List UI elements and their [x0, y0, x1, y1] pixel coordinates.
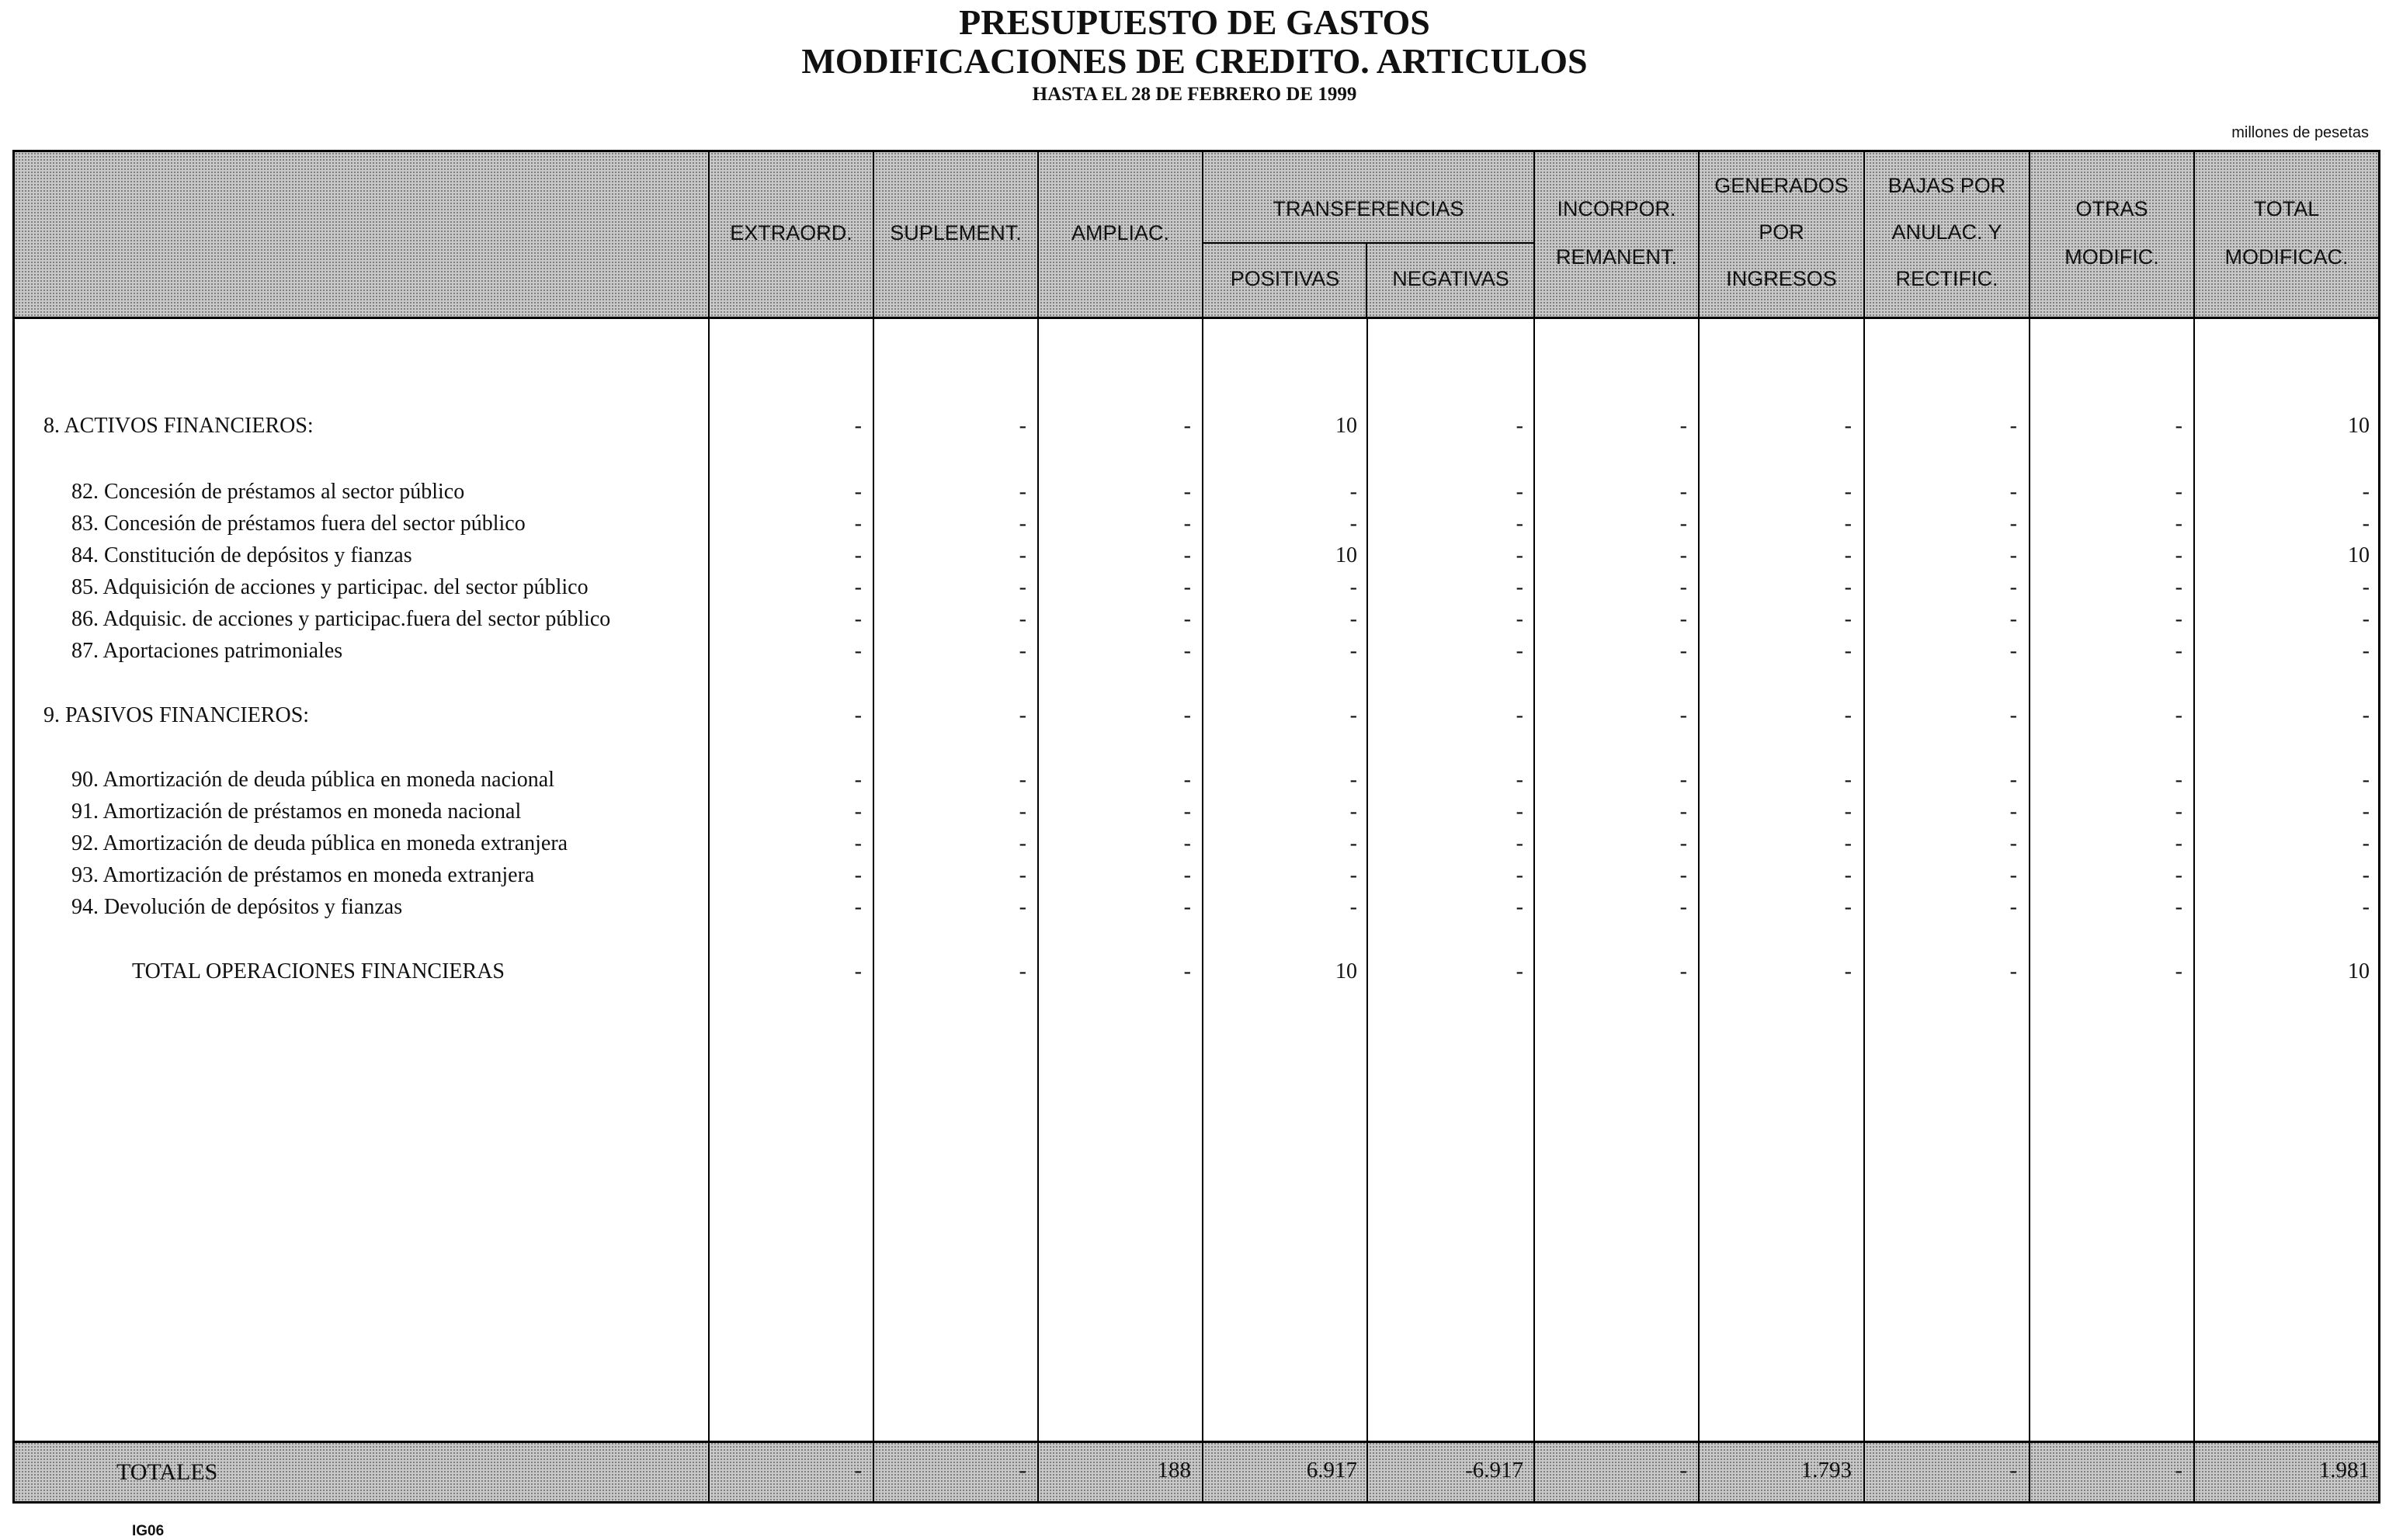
- table-cell: -: [1844, 768, 1852, 792]
- table-cell: -: [1019, 799, 1026, 824]
- table-cell: 10: [2348, 543, 2370, 567]
- table-cell: -: [1679, 959, 1687, 983]
- col-header-anulac: ANULAC. Y: [1891, 220, 2002, 244]
- table-cell: -: [854, 703, 862, 727]
- table-cell: -: [1516, 480, 1523, 504]
- row-label: 93. Amortización de préstamos en moneda extranjera: [71, 863, 535, 887]
- totals-cell: -: [1019, 1458, 1026, 1483]
- table-cell: -: [1844, 639, 1852, 663]
- table-cell: -: [1019, 639, 1026, 663]
- table-cell: -: [1019, 575, 1026, 599]
- table-cell: 10: [1335, 959, 1357, 983]
- col-header-extraord: EXTRAORD.: [730, 221, 852, 245]
- table-cell: -: [1516, 414, 1523, 438]
- table-cell: -: [2009, 799, 2017, 824]
- totals-cell: -6.917: [1465, 1458, 1523, 1483]
- table-cell: -: [2362, 512, 2370, 536]
- table-cell: -: [2362, 575, 2370, 599]
- table-cell: -: [1349, 480, 1357, 504]
- table-cell: -: [2175, 575, 2182, 599]
- table-cell: -: [1516, 607, 1523, 631]
- table-cell: -: [2362, 799, 2370, 824]
- table-cell: -: [854, 480, 862, 504]
- totals-cell: -: [1679, 1458, 1687, 1483]
- table-cell: -: [1183, 703, 1191, 727]
- table-cell: -: [1844, 895, 1852, 919]
- table-cell: -: [1679, 543, 1687, 567]
- col-divider: [1366, 317, 1368, 1504]
- table-cell: -: [2009, 703, 2017, 727]
- col-header-generados: GENERADOS: [1714, 174, 1849, 197]
- report-title: PRESUPUESTO DE GASTOS: [959, 2, 1430, 42]
- table-cell: -: [854, 512, 862, 536]
- table-cell: -: [854, 959, 862, 983]
- totals-divider: [12, 1441, 2380, 1443]
- table-cell: -: [1844, 831, 1852, 855]
- table-cell: -: [1019, 480, 1026, 504]
- table-cell: -: [2175, 703, 2182, 727]
- table-cell: -: [1183, 543, 1191, 567]
- table-cell: -: [854, 639, 862, 663]
- table-cell: -: [1679, 414, 1687, 438]
- table-cell: 10: [2348, 414, 2370, 438]
- table-cell: -: [1844, 703, 1852, 727]
- table-cell: -: [2362, 703, 2370, 727]
- col-divider: [1533, 150, 1535, 1504]
- col-header-bajas: BAJAS POR: [1887, 174, 2006, 197]
- table-cell: -: [1349, 768, 1357, 792]
- table-cell: -: [2362, 607, 2370, 631]
- table-cell: -: [1844, 959, 1852, 983]
- row-label: 83. Concesión de préstamos fuera del sector público: [71, 512, 526, 536]
- table-cell: -: [1183, 831, 1191, 855]
- units-note: millones de pesetas: [2231, 124, 2369, 141]
- table-cell: -: [2009, 480, 2017, 504]
- table-cell: -: [2009, 768, 2017, 792]
- col-header-otras: OTRAS: [2075, 197, 2148, 220]
- table-cell: -: [1844, 543, 1852, 567]
- row-label: 87. Aportaciones patrimoniales: [71, 639, 343, 663]
- table-cell: -: [1349, 639, 1357, 663]
- table-cell: -: [1349, 863, 1357, 887]
- table-cell: -: [2009, 895, 2017, 919]
- table-cell: -: [1844, 480, 1852, 504]
- row-label: 92. Amortización de deuda pública en moneda extranjera: [71, 831, 568, 855]
- col-header-total: TOTAL: [2253, 197, 2320, 220]
- table-cell: -: [2362, 768, 2370, 792]
- table-cell: -: [1516, 543, 1523, 567]
- table-cell: -: [1183, 414, 1191, 438]
- table-cell: -: [1183, 895, 1191, 919]
- table-cell: -: [1679, 831, 1687, 855]
- table-cell: -: [1019, 831, 1026, 855]
- table-cell: -: [1019, 543, 1026, 567]
- table-cell: -: [2175, 863, 2182, 887]
- form-code: IG06: [132, 1523, 165, 1539]
- table-cell: -: [1019, 768, 1026, 792]
- totals-cell: -: [2175, 1458, 2182, 1483]
- table-cell: -: [1844, 512, 1852, 536]
- table-cell: -: [2175, 512, 2182, 536]
- table-cell: -: [2175, 480, 2182, 504]
- table-cell: -: [1516, 768, 1523, 792]
- table-cell: -: [2009, 512, 2017, 536]
- section-label: 8. ACTIVOS FINANCIEROS:: [43, 414, 314, 438]
- table-cell: -: [1844, 863, 1852, 887]
- table-cell: -: [2175, 768, 2182, 792]
- table-cell: -: [1516, 959, 1523, 983]
- col-header-negativas: NEGATIVAS: [1392, 267, 1509, 290]
- table-cell: -: [2362, 831, 2370, 855]
- col-divider: [708, 150, 710, 1504]
- table-cell: -: [1679, 703, 1687, 727]
- table-cell: -: [1679, 512, 1687, 536]
- table-cell: -: [1019, 512, 1026, 536]
- col-header-por: POR: [1759, 220, 1804, 244]
- table-cell: -: [1679, 799, 1687, 824]
- table-cell: -: [2175, 895, 2182, 919]
- table-cell: -: [1019, 607, 1026, 631]
- col-header-incorpor: INCORPOR.: [1557, 197, 1676, 220]
- table-cell: -: [2009, 414, 2017, 438]
- table-cell: -: [1516, 639, 1523, 663]
- table-cell: -: [1679, 768, 1687, 792]
- table-cell: -: [2175, 799, 2182, 824]
- table-cell: -: [1349, 831, 1357, 855]
- table-cell: -: [1183, 799, 1191, 824]
- table-cell: -: [1844, 414, 1852, 438]
- table-cell: 10: [1335, 543, 1357, 567]
- table-cell: -: [854, 575, 862, 599]
- table-cell: -: [854, 414, 862, 438]
- row-label: 84. Constitución de depósitos y fianzas: [71, 543, 412, 567]
- table-cell: -: [1516, 575, 1523, 599]
- col-divider: [873, 150, 874, 1504]
- col-header-rectific: RECTIFIC.: [1895, 267, 1998, 290]
- table-cell: -: [1516, 703, 1523, 727]
- table-cell: -: [1516, 863, 1523, 887]
- subtotal-label: TOTAL OPERACIONES FINANCIERAS: [132, 959, 505, 983]
- table-cell: -: [1349, 607, 1357, 631]
- col-divider: [2029, 150, 2030, 1504]
- col-header-remanent: REMANENT.: [1555, 245, 1677, 269]
- report-period: HASTA EL 28 DE FEBRERO DE 1999: [1032, 84, 1357, 105]
- col-header-suplement: SUPLEMENT.: [890, 221, 1022, 245]
- table-cell: -: [1019, 863, 1026, 887]
- table-cell: -: [1349, 575, 1357, 599]
- table-cell: -: [1183, 768, 1191, 792]
- table-cell: -: [2009, 607, 2017, 631]
- col-divider: [1698, 150, 1700, 1504]
- table-cell: -: [1019, 959, 1026, 983]
- col-header-modific: MODIFIC.: [2064, 245, 2159, 269]
- table-cell: -: [854, 799, 862, 824]
- table-cell: -: [1019, 414, 1026, 438]
- row-label: 91. Amortización de préstamos en moneda nacional: [71, 799, 522, 824]
- table-cell: -: [2175, 831, 2182, 855]
- table-cell: -: [2175, 414, 2182, 438]
- table-cell: -: [1516, 512, 1523, 536]
- table-cell: -: [2009, 575, 2017, 599]
- table-cell: 10: [2348, 959, 2370, 983]
- table-cell: -: [2009, 959, 2017, 983]
- col-divider: [1037, 150, 1039, 1504]
- table-cell: -: [2175, 639, 2182, 663]
- table-cell: -: [1183, 607, 1191, 631]
- table-cell: 10: [1335, 414, 1357, 438]
- table-cell: -: [1679, 639, 1687, 663]
- table-cell: -: [1183, 959, 1191, 983]
- table-cell: -: [1183, 575, 1191, 599]
- section-label: 9. PASIVOS FINANCIEROS:: [43, 703, 310, 727]
- table-cell: -: [2362, 863, 2370, 887]
- col-header-total-modificac: MODIFICAC.: [2224, 245, 2349, 269]
- table-cell: -: [2362, 639, 2370, 663]
- table-cell: -: [1844, 799, 1852, 824]
- table-cell: -: [1516, 799, 1523, 824]
- table-cell: -: [1679, 863, 1687, 887]
- col-header-transferencias: TRANSFERENCIAS: [1273, 197, 1464, 220]
- table-cell: -: [2175, 543, 2182, 567]
- table-frame: [12, 150, 2380, 1504]
- table-cell: -: [1183, 512, 1191, 536]
- table-cell: -: [854, 768, 862, 792]
- table-cell: -: [1516, 895, 1523, 919]
- totals-cell: 1.793: [1800, 1458, 1852, 1483]
- table-cell: -: [854, 895, 862, 919]
- table-cell: -: [1349, 799, 1357, 824]
- table-cell: -: [1679, 895, 1687, 919]
- table-cell: -: [2175, 959, 2182, 983]
- row-label: 82. Concesión de préstamos al sector público: [71, 480, 465, 504]
- table-cell: -: [2362, 480, 2370, 504]
- col-header-ingresos: INGRESOS: [1726, 267, 1837, 290]
- header-divider: [12, 317, 2380, 319]
- totals-label: TOTALES: [116, 1459, 218, 1485]
- col-divider: [2193, 150, 2195, 1504]
- table-cell: -: [2175, 607, 2182, 631]
- col-header-ampliac: AMPLIAC.: [1071, 221, 1170, 245]
- col-divider: [1202, 150, 1203, 1504]
- table-cell: -: [854, 863, 862, 887]
- table-cell: -: [854, 607, 862, 631]
- row-label: 94. Devolución de depósitos y fianzas: [71, 895, 403, 919]
- totals-cell: 1.981: [2318, 1458, 2370, 1483]
- table-cell: -: [1679, 607, 1687, 631]
- table-cell: -: [1183, 863, 1191, 887]
- totals-cell: 188: [1157, 1458, 1191, 1483]
- col-divider: [1863, 150, 1865, 1504]
- table-cell: -: [1844, 607, 1852, 631]
- row-label: 85. Adquisición de acciones y participac. del sector público: [71, 575, 589, 599]
- table-cell: -: [2009, 639, 2017, 663]
- table-cell: -: [1183, 639, 1191, 663]
- table-cell: -: [2362, 895, 2370, 919]
- table-cell: -: [1349, 512, 1357, 536]
- table-cell: -: [2009, 863, 2017, 887]
- row-label: 86. Adquisic. de acciones y participac.fuera del sector público: [71, 607, 611, 631]
- table-cell: -: [1019, 895, 1026, 919]
- table-cell: -: [1183, 480, 1191, 504]
- table-cell: -: [1516, 831, 1523, 855]
- table-cell: -: [854, 831, 862, 855]
- table-cell: -: [2009, 831, 2017, 855]
- table-cell: -: [1679, 575, 1687, 599]
- totals-cell: -: [854, 1458, 862, 1483]
- report-subtitle: MODIFICACIONES DE CREDITO. ARTICULOS: [801, 41, 1588, 81]
- totals-cell: 6.917: [1306, 1458, 1357, 1483]
- table-cell: -: [854, 543, 862, 567]
- row-label: 90. Amortización de deuda pública en moneda nacional: [71, 768, 555, 792]
- col-header-positivas: POSITIVAS: [1230, 267, 1340, 290]
- table-cell: -: [2009, 543, 2017, 567]
- table-cell: -: [1349, 703, 1357, 727]
- table-cell: -: [1349, 895, 1357, 919]
- table-cell: -: [1019, 703, 1026, 727]
- table-cell: -: [1679, 480, 1687, 504]
- transfer-subdivider: [1202, 242, 1534, 244]
- table-cell: -: [1844, 575, 1852, 599]
- totals-cell: -: [2009, 1458, 2017, 1483]
